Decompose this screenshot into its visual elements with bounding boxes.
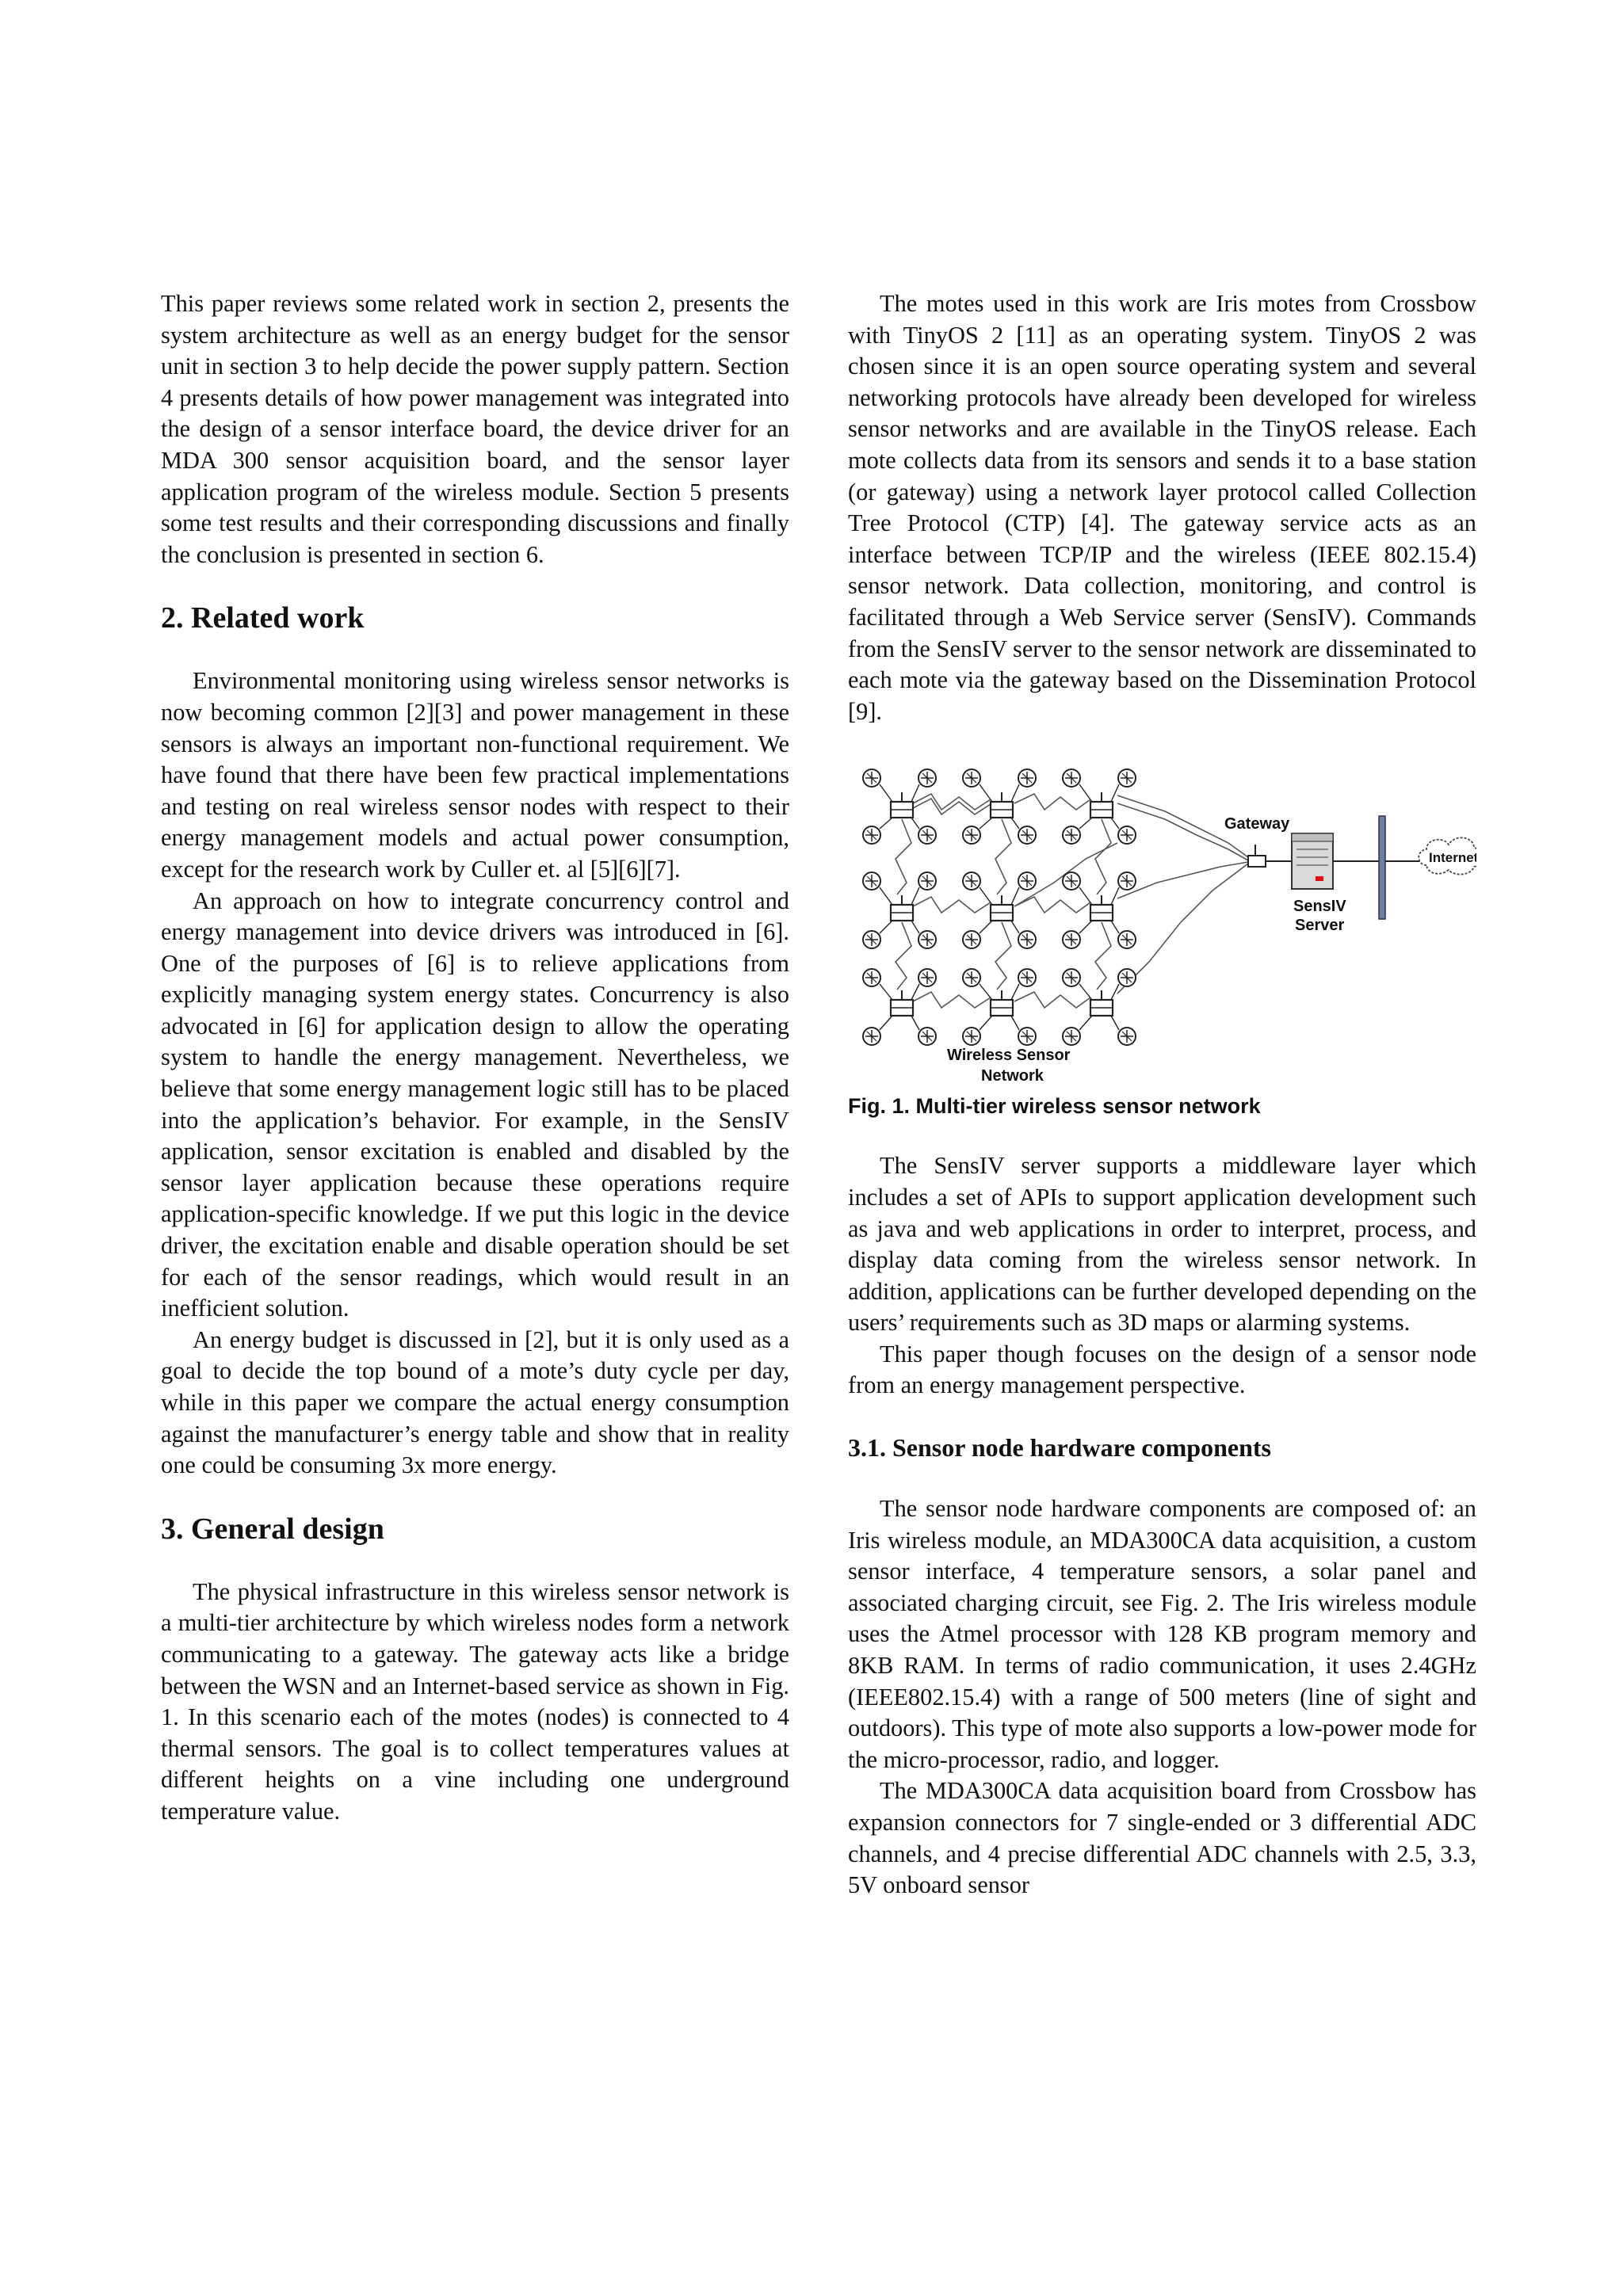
section-3-1-heading: 3.1. Sensor node hardware components bbox=[848, 1433, 1271, 1463]
gateway-node bbox=[1248, 845, 1292, 867]
section-2-paragraph-3: An energy budget is discussed in [2], but it is only used as a goal to decide the top bound of a mote’s duty cycle per day, while in this paper we compare the actual energy consumption against the manufacturer’s energy table and show that in reality one could be consuming 3x more energy. bbox=[161, 1325, 789, 1479]
wsn-label-line2: Network bbox=[981, 1067, 1044, 1085]
section-2-paragraph-2: An approach on how to integrate concurrency control and energy management into device drivers was introduced in [6]. One of the purposes of [6] is to relieve applications from explicitly managing system energy states. Concurrency is also advocated in [6] for application design to allow the operating system to handle the energy management. Nevertheless, we believe that some energy management logic still has to be placed into the application’s behavior. For example, in the SensIV application, sensor excitation is enabled and disabled by the sensor layer application because these operations require application-specific knowledge. If we put this logic in the device driver, the excitation enable and disable operation should be set for each of the sensor readings, which would result in an inefficient solution. bbox=[161, 887, 789, 1322]
section-3-1-paragraph-1: The sensor node hardware components are composed of: an Iris wireless module, an MDA300CA data acquisition, a custom sensor interface, 4 temperature sensors, a solar panel and associated charging circuit, see Fig. 2. The Iris wireless module uses the Atmel processor with 128 KB program memory and 8KB RAM. In terms of radio communication, it uses 2.4GHz (IEEE802.15.4) with a range of 500 meters (line of sight and outdoors). This type of mote also supports a low-power mode for the micro-processor, radio, and logger. bbox=[848, 1495, 1476, 1773]
gateway-label: Gateway bbox=[1224, 815, 1290, 833]
section-3-paragraph-1: The physical infrastructure in this wireless sensor network is a multi-tier architecture by which wireless nodes form a network communicating to a gateway. The gateway acts like a bridge between the WSN and an Internet-based service as shown in Fig. 1. In this scenario each of the motes (nodes) is connected to 4 thermal sensors. The goal is to collect temperatures values at different heights on a vine including one underground temperature value. bbox=[161, 1577, 789, 1825]
right-paragraph-1: The motes used in this work are Iris motes from Crossbow with TinyOS 2 [11] as an operating system. TinyOS 2 was chosen since it is an open source operating system and several networking protocols have already been developed for wireless sensor networks and are available in the TinyOS release. Each mote collects data from its sensors and sends it to a base station (or gateway) using a network layer protocol called Collection Tree Protocol (CTP) [4]. The gateway service acts as an interface between TCP/IP and the wireless (IEEE 802.15.4) sensor network. Data collection, monitoring, and control is facilitated through a Web Service server (SensIV). Commands from the SensIV server to the sensor network are disseminated to each mote via the gateway based on the Dissemination Protocol [9]. bbox=[848, 290, 1476, 725]
right-paragraph-2: The SensIV server supports a middleware layer which includes a set of APIs to support application development such as java and web applications in order to interpret, process, and display data coming from the wireless sensor network. In addition, applications can be further developed depending on the users’ requirements such as 3D maps or alarming systems. bbox=[848, 1152, 1476, 1337]
right-column bbox=[848, 288, 1476, 1901]
figure-1-caption: Fig. 1. Multi-tier wireless sensor network bbox=[848, 1094, 1261, 1119]
ethernet-bus bbox=[1333, 816, 1423, 919]
sensiv-server-icon bbox=[1292, 833, 1333, 889]
section-3-heading: 3. General design bbox=[161, 1512, 384, 1546]
left-column bbox=[161, 288, 789, 1828]
server-label-line2: Server bbox=[1295, 917, 1345, 935]
right-paragraph-3: This paper though focuses on the design of a sensor node from an energy management perspective. bbox=[848, 1340, 1476, 1399]
figure-1 bbox=[848, 764, 1476, 1087]
section-2-paragraph-1: Environmental monitoring using wireless sensor networks is now becoming common [2][3] and power management in these sensors is always an important non-functional requirement. We have found that there have been few practical implementations and testing on real wireless sensor nodes with respect to their energy management models and actual power consumption, except for the research work by Culler et. al [5][6][7]. bbox=[161, 667, 789, 883]
wsn-label-line1: Wireless Sensor bbox=[947, 1047, 1071, 1065]
wsn-diagram bbox=[848, 764, 1476, 1087]
section-3-1-paragraph-2: The MDA300CA data acquisition board from Crossbow has expansion connectors for 7 single-ended or 3 differential ADC channels, and 4 precise differential ADC channels with 2.5, 3.3, 5V onboard sensor bbox=[848, 1777, 1476, 1899]
server-label-line1: SensIV bbox=[1293, 898, 1346, 916]
internet-label: Internet bbox=[1429, 850, 1476, 866]
intro-paragraph: This paper reviews some related work in section 2, presents the system architecture as well as an energy budget for the sensor unit in section 3 to help decide the power supply pattern. Section 4 presents details of how power management was integrated into the design of a sensor interface board, the device driver for an MDA 300 sensor acquisition board, and the sensor layer application program of the wireless module. Section 5 presents some test results and their corresponding discussions and finally the conclusion is presented in section 6. bbox=[161, 290, 789, 568]
section-2-heading: 2. Related work bbox=[161, 601, 365, 635]
